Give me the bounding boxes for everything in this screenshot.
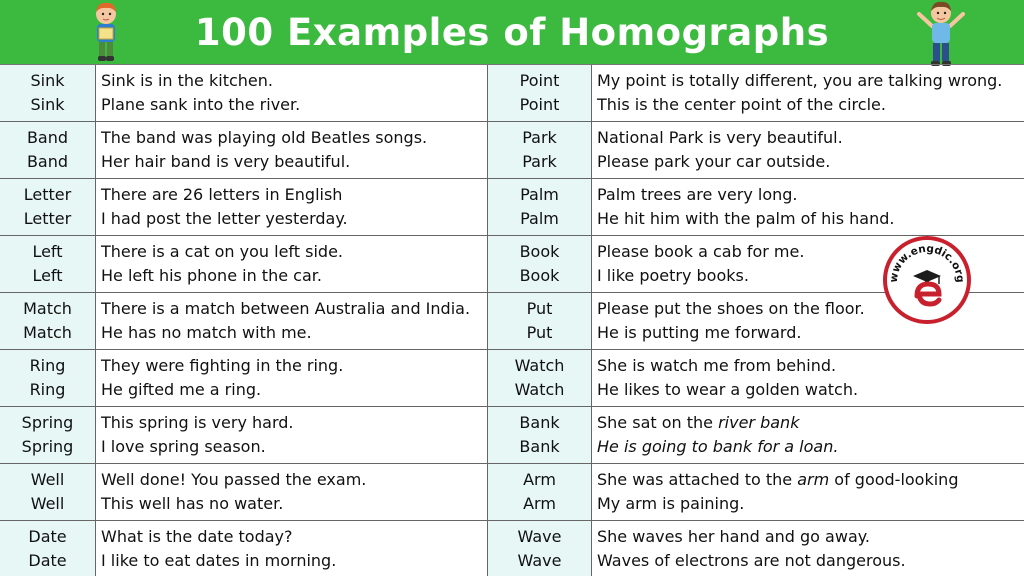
word-cell [488, 179, 592, 235]
example-sentence: They were fighting in the ring. [101, 356, 344, 375]
word-label: Sink [30, 71, 65, 90]
table-row [0, 293, 488, 350]
word-label: Match [23, 299, 72, 318]
word-cell [0, 236, 96, 292]
sentence-cell [96, 122, 488, 178]
example-sentence: My point is totally different, you are talking wrong. [597, 71, 1003, 90]
word-label: Band [26, 128, 69, 147]
sentence-cell [592, 407, 1024, 463]
word-cell [488, 464, 592, 520]
word-label: Letter [23, 185, 72, 204]
table-row [0, 521, 488, 576]
word-label: Point [519, 71, 560, 90]
example-sentence: He gifted me a ring. [101, 380, 262, 399]
word-cell [0, 407, 96, 463]
example-sentence [597, 411, 1024, 435]
word-label: Palm [520, 209, 559, 228]
sentence-cell [592, 122, 1024, 178]
word-cell [0, 293, 96, 349]
word-label: Ring [29, 380, 66, 399]
word-label: Book [519, 266, 560, 285]
table-row [488, 65, 1024, 122]
example-sentence: The band was playing old Beatles songs. [101, 128, 428, 147]
example-sentence: I like to eat dates in morning. [101, 551, 337, 570]
word-label: Put [526, 323, 553, 342]
example-sentence: There is a match between Australia and India. [101, 299, 471, 318]
table-row [488, 122, 1024, 179]
table-row [0, 407, 488, 464]
word-label: Arm [523, 494, 556, 513]
boy-reading-illustration [88, 0, 124, 64]
sentence-cell [592, 521, 1024, 576]
example-sentence: This well has no water. [101, 494, 284, 513]
example-sentence: Her hair band is very beautiful. [101, 152, 351, 171]
sentence-cell [96, 521, 488, 576]
table-row [0, 236, 488, 293]
word-label: Bank [519, 437, 560, 456]
word-cell [0, 464, 96, 520]
example-sentence [597, 468, 1024, 492]
word-label: Wave [517, 551, 562, 570]
word-label: Date [28, 551, 67, 570]
example-sentence: I love spring season. [101, 437, 266, 456]
table-row [488, 521, 1024, 576]
table-row [0, 122, 488, 179]
word-label: Watch [514, 380, 565, 399]
example-sentence: He has no match with me. [101, 323, 312, 342]
sentence-part: She sat on the [597, 413, 719, 432]
word-cell [488, 236, 592, 292]
word-cell [488, 407, 592, 463]
page-title: 100 Examples of Homographs [194, 10, 830, 54]
sentence-cell [96, 65, 488, 121]
word-cell [488, 293, 592, 349]
word-label: Ring [29, 356, 66, 375]
word-label: Date [28, 527, 67, 546]
table-row [0, 65, 488, 122]
table-row [488, 407, 1024, 464]
word-label: Left [32, 242, 63, 261]
sentence-emphasis: arm [797, 470, 830, 489]
word-cell [488, 65, 592, 121]
example-sentence: She waves her hand and go away. [597, 527, 871, 546]
example-sentence: I had post the letter yesterday. [101, 209, 348, 228]
example-sentence: He is going to bank for a loan. [597, 437, 839, 456]
example-sentence: There is a cat on you left side. [101, 242, 343, 261]
word-label: Point [519, 95, 560, 114]
sentence-cell [96, 293, 488, 349]
word-cell [0, 122, 96, 178]
word-cell [0, 65, 96, 121]
sentence-cell [592, 464, 1024, 520]
word-cell [0, 179, 96, 235]
word-label: Put [526, 299, 553, 318]
word-label: Palm [520, 185, 559, 204]
example-sentence: My arm is paining. [597, 494, 745, 513]
word-label: Bank [519, 413, 560, 432]
example-sentence: He likes to wear a golden watch. [597, 380, 859, 399]
example-sentence: Waves of electrons are not dangerous. [597, 551, 906, 570]
example-sentence: She is watch me from behind. [597, 356, 837, 375]
sentence-cell [96, 179, 488, 235]
example-sentence: Please put the shoes on the floor. [597, 299, 865, 318]
word-cell [488, 350, 592, 406]
word-label: Letter [23, 209, 72, 228]
sentence-cell [96, 350, 488, 406]
word-label: Well [30, 494, 65, 513]
sentence-cell [96, 464, 488, 520]
sentence-part: of good-looking [829, 470, 959, 489]
homographs-table-left [0, 64, 488, 576]
table-row [0, 179, 488, 236]
word-cell [0, 521, 96, 576]
word-label: Left [32, 266, 63, 285]
example-sentence: Plane sank into the river. [101, 95, 301, 114]
word-label: Well [30, 470, 65, 489]
example-sentence: He hit him with the palm of his hand. [597, 209, 895, 228]
sentence-part: She was attached to the [597, 470, 798, 489]
word-cell [0, 350, 96, 406]
example-sentence: National Park is very beautiful. [597, 128, 843, 147]
table-row [0, 464, 488, 521]
example-sentence: Palm trees are very long. [597, 185, 798, 204]
word-label: Band [26, 152, 69, 171]
boy-cheering-illustration [913, 0, 969, 70]
example-sentence: I like poetry books. [597, 266, 749, 285]
word-cell [488, 521, 592, 576]
table-row [488, 350, 1024, 407]
example-sentence: What is the date today? [101, 527, 293, 546]
logo-text: www.engdic.org [887, 242, 967, 284]
sentence-cell [592, 350, 1024, 406]
sentence-cell [96, 236, 488, 292]
word-label: Wave [517, 527, 562, 546]
word-label: Spring [21, 413, 74, 432]
word-cell [488, 122, 592, 178]
table-row [488, 179, 1024, 236]
example-sentence: He left his phone in the car. [101, 266, 322, 285]
word-label: Arm [523, 470, 556, 489]
example-sentence: There are 26 letters in English [101, 185, 343, 204]
example-sentence: Well done! You passed the exam. [101, 470, 367, 489]
title-banner [0, 0, 1024, 64]
sentence-cell [592, 65, 1024, 121]
sentence-cell [96, 407, 488, 463]
example-sentence: Please book a cab for me. [597, 242, 805, 261]
word-label: Watch [514, 356, 565, 375]
sentence-cell [592, 179, 1024, 235]
word-label: Book [519, 242, 560, 261]
example-sentence: This spring is very hard. [101, 413, 294, 432]
example-sentence: This is the center point of the circle. [597, 95, 886, 114]
example-sentence: Please park your car outside. [597, 152, 831, 171]
engdic-logo [883, 236, 971, 324]
example-sentence: Sink is in the kitchen. [101, 71, 273, 90]
sentence-emphasis: river bank [718, 413, 800, 432]
table-row [488, 464, 1024, 521]
example-sentence: He is putting me forward. [597, 323, 802, 342]
word-label: Sink [30, 95, 65, 114]
word-label: Match [23, 323, 72, 342]
word-label: Park [522, 128, 557, 147]
word-label: Spring [21, 437, 74, 456]
table-row [0, 350, 488, 407]
word-label: Park [522, 152, 557, 171]
